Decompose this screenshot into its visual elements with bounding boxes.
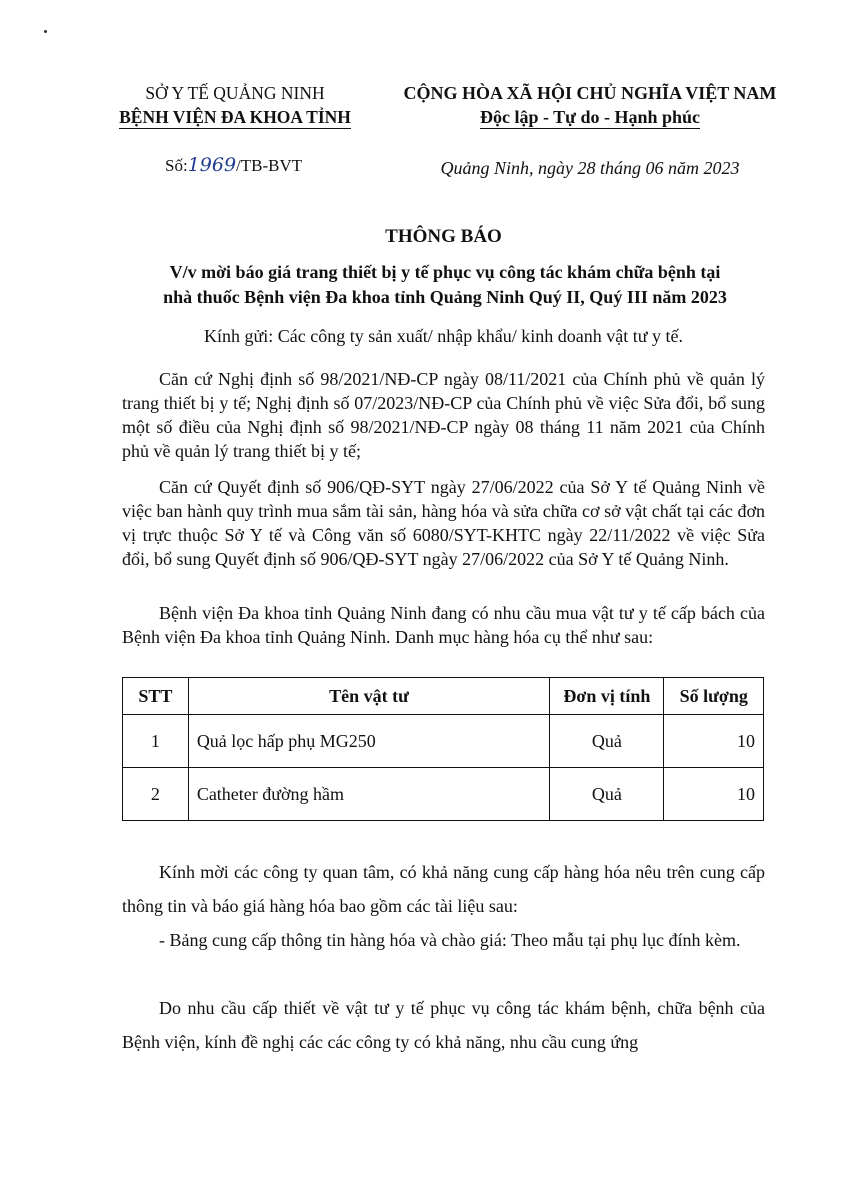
subject (100, 260, 790, 310)
header-stt: STT (123, 678, 189, 715)
cell-quantity: 10 (664, 768, 764, 821)
place-date: Quảng Ninh, ngày 28 tháng 06 năm 2023 (440, 158, 740, 178)
motto-text: Độc lập - Tự do - Hạnh phúc (479, 107, 701, 127)
issuer-department: SỞ Y TẾ QUẢNG NINH (145, 83, 325, 103)
header-unit: Đơn vị tính (550, 678, 664, 715)
country-name: CỘNG HÒA XÃ HỘI CHỦ NGHĨA VIỆT NAM (403, 83, 777, 103)
issuer-hospital-text: BỆNH VIỆN ĐA KHOA TỈNH (119, 107, 351, 127)
recipient: Kính gửi: Các công ty sản xuất/ nhập khẩu/ kinh doanh vật tư y tế. (204, 326, 683, 346)
document-number (165, 154, 302, 176)
doc-number-suffix: /TB-BVT (236, 156, 303, 175)
paragraph-attachment: - Bảng cung cấp thông tin hàng hóa và chào giá: Theo mẫu tại phụ lục đính kèm. (159, 930, 741, 950)
national-motto-block (380, 81, 800, 129)
subject-line-1: V/v mời báo giá trang thiết bị y tế phục vụ công tác khám chữa bệnh tại (169, 262, 721, 282)
goods-table (122, 677, 764, 821)
doc-number-prefix: Số: (165, 156, 188, 175)
paragraph-legal-basis-2: Căn cứ Quyết định số 906/QĐ-SYT ngày 27/06/2022 của Sở Y tế Quảng Ninh về việc ban hành quy trình mua sắm tài sản, hàng hóa và sửa chữa cơ sở vật chất tại các đơn vị trực thuộc Sở Y tế và Công văn số 6080/SYT-KHTC ngày 22/11/2022 về việc Sửa đổi, bổ sung Quyết định số 906/QĐ-SYT ngày 27/06/2022 của Sở Y tế Quảng Ninh. (122, 477, 765, 569)
paragraph-invitation: Kính mời các công ty quan tâm, có khả năng cung cấp hàng hóa nêu trên cung cấp thông tin và báo giá hàng hóa bao gồm các tài liệu sau: (122, 862, 765, 916)
cell-stt: 2 (123, 768, 189, 821)
document-title: THÔNG BÁO (385, 226, 502, 247)
cell-unit: Quả (550, 715, 664, 768)
subject-line-2: nhà thuốc Bệnh viện Đa khoa tỉnh Quảng Ninh Quý II, Quý III năm 2023 (163, 287, 727, 307)
table-header-row (123, 678, 764, 715)
cell-name: Catheter đường hầm (188, 768, 549, 821)
table-row (123, 715, 764, 768)
issuer-block (90, 81, 380, 129)
issuer-hospital (90, 105, 380, 129)
motto (380, 105, 800, 129)
cell-quantity: 10 (664, 715, 764, 768)
header-quantity: Số lượng (664, 678, 764, 715)
header-name: Tên vật tư (188, 678, 549, 715)
scan-speck (44, 30, 47, 33)
cell-stt: 1 (123, 715, 189, 768)
cell-unit: Quả (550, 768, 664, 821)
doc-number-handwritten: 1969 (187, 154, 237, 176)
cell-name: Quả lọc hấp phụ MG250 (188, 715, 549, 768)
table-row (123, 768, 764, 821)
paragraph-need: Bệnh viện Đa khoa tỉnh Quảng Ninh đang có nhu cầu mua vật tư y tế cấp bách của Bệnh viện Đa khoa tỉnh Quảng Ninh. Danh mục hàng hóa cụ thể như sau: (122, 603, 765, 647)
paragraph-legal-basis-1: Căn cứ Nghị định số 98/2021/NĐ-CP ngày 08/11/2021 của Chính phủ về quản lý trang thiết bị y tế; Nghị định số 07/2023/NĐ-CP của Chính phủ về việc Sửa đổi, bổ sung một số điều của Nghị định số 98/2021/NĐ-CP ngày 08 tháng 11 năm 2021 của Chính phủ về quản lý trang thiết bị y tế; (122, 369, 765, 461)
paragraph-request: Do nhu cầu cấp thiết về vật tư y tế phục vụ công tác khám bệnh, chữa bệnh của Bệnh viện, kính đề nghị các các công ty có khả năng, nhu cầu cung ứng (122, 998, 765, 1052)
